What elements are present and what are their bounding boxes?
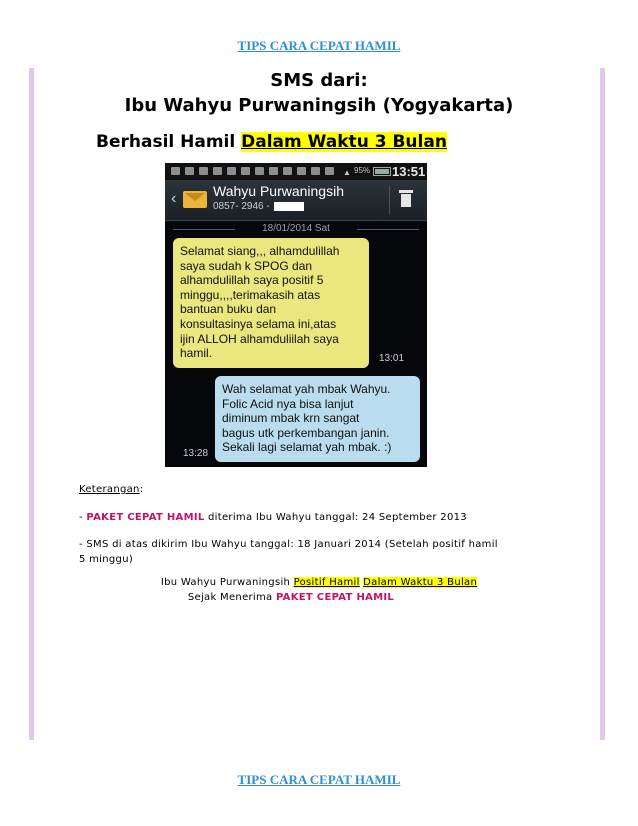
sms-screenshot	[165, 163, 427, 467]
status-bar	[165, 163, 427, 180]
battery-percent: 95%	[354, 166, 371, 175]
contact-number	[213, 201, 304, 212]
sent-message-bubble: Wah selamat yah mbak Wahyu. Folic Acid nya bisa lanjut diminum mbak krn sangat bagus utk perkembangan janin. Sekali lagi selamat yah mbak. :)	[215, 376, 420, 462]
page-header: TIPS CARA CEPAT HAMIL	[237, 38, 401, 53]
mail-icon	[283, 167, 292, 175]
contact-name: Wahyu Purwaningsih	[213, 183, 344, 199]
title-sender: Ibu Wahyu Purwaningsih (Yogyakarta)	[124, 95, 514, 116]
note-dash: -	[79, 512, 87, 523]
closing-positif: Positif Hamil	[293, 577, 360, 588]
contact-number-text: 0857- 2946 -	[213, 201, 270, 212]
note-paket-received	[79, 510, 467, 525]
closing-line1	[0, 575, 638, 590]
closing-waktu: Dalam Waktu 3 Bulan	[363, 577, 478, 588]
left-border-bar	[29, 68, 34, 740]
title-success-prefix: Berhasil Hamil	[96, 132, 242, 152]
battery-icon	[373, 167, 391, 176]
wifi-icon	[325, 167, 334, 175]
title-success-highlight: Dalam Waktu 3 Bulan	[241, 132, 447, 152]
sent-message-time: 13:28	[183, 448, 209, 459]
delete-icon[interactable]	[399, 190, 413, 208]
envelope-icon	[183, 191, 207, 208]
back-arrow-icon[interactable]: ‹	[171, 190, 177, 207]
notification-icon	[185, 167, 194, 175]
paket-name: PAKET CEPAT HAMIL	[86, 512, 205, 523]
mail-icon	[269, 167, 278, 175]
mail-icon	[199, 167, 208, 175]
title-success	[96, 132, 447, 152]
page-footer: TIPS CARA CEPAT HAMIL	[237, 772, 401, 787]
keterangan-colon: :	[139, 484, 144, 495]
mail-icon	[213, 167, 222, 175]
signal-icon: ▲	[343, 168, 351, 177]
closing-paket: PAKET CEPAT HAMIL	[275, 592, 395, 603]
keterangan-label: Keterangan	[79, 484, 140, 495]
note-sms-date-line2: 5 minggu)	[79, 554, 134, 565]
number-redaction	[274, 202, 304, 211]
mail-icon	[297, 167, 306, 175]
received-message-time: 13:01	[379, 353, 405, 364]
conversation-header	[165, 180, 427, 221]
mail-icon	[241, 167, 250, 175]
note-paket-date: diterima Ibu Wahyu tanggal: 24 September 2013	[204, 512, 467, 523]
status-clock: 13:51	[392, 164, 426, 179]
right-border-bar	[600, 68, 605, 740]
closing-name: Ibu Wahyu Purwaningsih	[160, 577, 294, 588]
keterangan-heading	[79, 482, 143, 497]
received-message-bubble: Selamat siang,,, alhamdulillah saya sudah k SPOG dan alhamdulillah saya positif 5 minggu,,,,terimakasih atas bantuan buku dan konsultasinya selama ini,atas ijin ALLOH alhamduliilah saya hamil.	[173, 238, 369, 368]
date-divider-right	[357, 229, 419, 230]
note-sms-date-line1: - SMS di atas dikirim Ibu Wahyu tanggal: 18 Januari 2014 (Setelah positif hamil	[79, 539, 498, 550]
header-divider	[389, 186, 390, 214]
mail-icon	[255, 167, 264, 175]
mail-icon	[311, 167, 320, 175]
message-date: 18/01/2014 Sat	[262, 223, 330, 234]
closing-line2	[0, 590, 582, 605]
closing-since: Sejak Menerima	[187, 592, 276, 603]
mail-icon	[227, 167, 236, 175]
title-sms-from: SMS dari:	[270, 70, 368, 91]
notification-icon	[171, 167, 180, 175]
